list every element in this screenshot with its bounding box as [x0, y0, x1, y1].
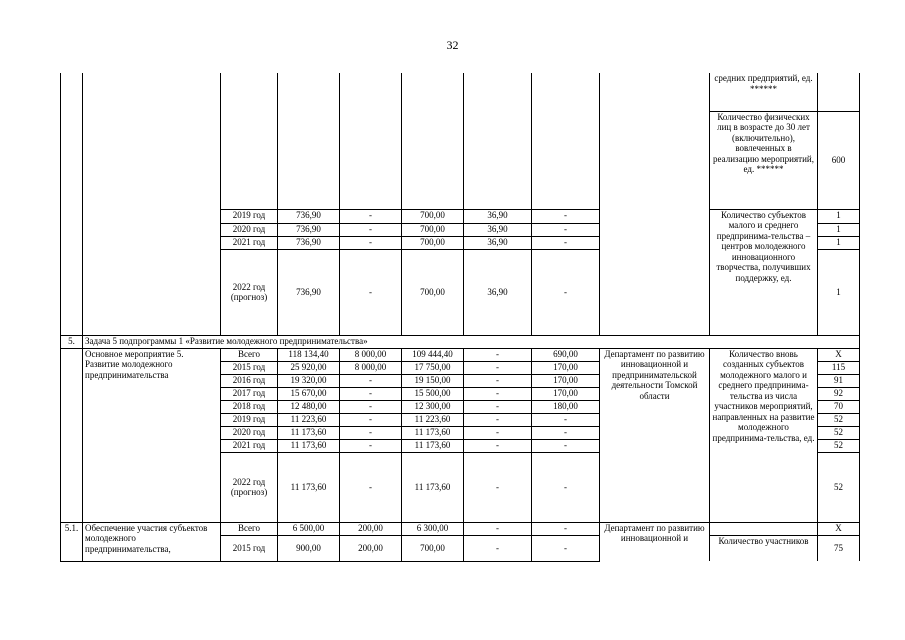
year-cell: 2016 год [221, 374, 278, 387]
indicator-value: 1 [818, 236, 860, 249]
amount-cell: - [340, 426, 402, 439]
amount-cell: 690,00 [532, 348, 600, 361]
amount-cell: 200,00 [340, 522, 402, 535]
amount-cell: 6 500,00 [278, 522, 340, 535]
indicator-value: X [818, 522, 860, 535]
amount-cell: - [340, 387, 402, 400]
amount-cell: 11 173,60 [278, 439, 340, 452]
year-cell: 2020 год [221, 426, 278, 439]
amount-cell: 700,00 [402, 209, 464, 223]
measure-name: Основное мероприятие 5. Развитие молодежного предпринимательства [83, 348, 221, 522]
measure-name: Обеспечение участия субъектов молодежного предпринимательства, [83, 522, 221, 561]
executor: Департамент по развитию инновационной и [600, 522, 710, 561]
amount-cell: 15 500,00 [402, 387, 464, 400]
amount-cell: 11 173,60 [402, 426, 464, 439]
amount-cell: - [464, 426, 532, 439]
amount-cell: 8 000,00 [340, 361, 402, 374]
indicator-value: 70 [818, 400, 860, 413]
executor: Департамент по развитию инновационной и предпринимательской деятельности Томской области [600, 348, 710, 522]
amount-cell: 15 670,00 [278, 387, 340, 400]
page-number: 32 [446, 38, 459, 52]
amount-cell: 118 134,40 [278, 348, 340, 361]
amount-cell: 12 300,00 [402, 400, 464, 413]
amount-cell: 25 920,00 [278, 361, 340, 374]
amount-cell: - [464, 374, 532, 387]
row-number: 5. [61, 335, 83, 348]
table-row [61, 348, 860, 361]
indicator-value: X [818, 348, 860, 361]
indicator-value: 52 [818, 439, 860, 452]
indicator-text: средних предприятий, ед. ****** [710, 73, 818, 111]
amount-cell: 36,90 [464, 223, 532, 236]
amount-cell: 36,90 [464, 249, 532, 335]
amount-cell: 736,90 [278, 209, 340, 223]
indicator-value: 1 [818, 209, 860, 223]
amount-cell: 8 000,00 [340, 348, 402, 361]
amount-cell: - [464, 439, 532, 452]
amount-cell: - [464, 413, 532, 426]
amount-cell: - [464, 522, 532, 535]
amount-cell: - [340, 236, 402, 249]
indicator-text: Количество вновь созданных субъектов молодежного малого и среднего предпринима-тельства из числа участников мероприятий, направленных на развитие молодежного предпринима-тельства, ед. [710, 348, 818, 522]
amount-cell: - [532, 223, 600, 236]
amount-cell: 12 480,00 [278, 400, 340, 413]
amount-cell: - [340, 374, 402, 387]
indicator-value: 92 [818, 387, 860, 400]
year-cell: 2020 год [221, 223, 278, 236]
amount-cell: - [340, 223, 402, 236]
table-row [61, 73, 860, 111]
indicator-text: Количество участников [710, 535, 818, 561]
amount-cell: - [532, 249, 600, 335]
amount-cell: - [464, 535, 532, 561]
table-row [61, 335, 860, 348]
indicator-value: 1 [818, 223, 860, 236]
amount-cell: - [532, 413, 600, 426]
amount-cell: 170,00 [532, 374, 600, 387]
amount-cell: 700,00 [402, 535, 464, 561]
amount-cell: 736,90 [278, 236, 340, 249]
task-title: Задача 5 подпрограммы 1 «Развитие молодежного предпринимательства» [83, 335, 860, 348]
indicator-value: 52 [818, 413, 860, 426]
year-cell: 2018 год [221, 400, 278, 413]
amount-cell: 17 750,00 [402, 361, 464, 374]
indicator-text: Количество субъектов малого и среднего предпринима-тельства – центров молодежного инновационного творчества, получивших поддержку, ед. [710, 209, 818, 335]
year-cell: 2015 год [221, 535, 278, 561]
amount-cell: - [532, 209, 600, 223]
indicator-value: 52 [818, 426, 860, 439]
amount-cell: 19 150,00 [402, 374, 464, 387]
amount-cell: 700,00 [402, 236, 464, 249]
amount-cell: 700,00 [402, 249, 464, 335]
indicator-text: Количество физических лиц в возрасте до 30 лет (включительно), вовлеченных в реализацию мероприятий, ед. ****** [710, 111, 818, 209]
amount-cell: 700,00 [402, 223, 464, 236]
year-cell: 2022 год (прогноз) [221, 452, 278, 522]
indicator-value: 115 [818, 361, 860, 374]
table-row [61, 522, 860, 535]
amount-cell: 6 300,00 [402, 522, 464, 535]
amount-cell: 170,00 [532, 387, 600, 400]
amount-cell: 736,90 [278, 249, 340, 335]
indicator-value: 1 [818, 249, 860, 335]
amount-cell: 36,90 [464, 236, 532, 249]
indicator-value: 91 [818, 374, 860, 387]
amount-cell: - [532, 426, 600, 439]
amount-cell: 11 173,60 [278, 452, 340, 522]
amount-cell: 11 173,60 [278, 426, 340, 439]
amount-cell: 36,90 [464, 209, 532, 223]
amount-cell: 11 223,60 [402, 413, 464, 426]
amount-cell: - [340, 439, 402, 452]
program-table [60, 73, 860, 562]
amount-cell: 11 223,60 [278, 413, 340, 426]
amount-cell: - [532, 535, 600, 561]
amount-cell: - [464, 387, 532, 400]
year-cell: Всего [221, 348, 278, 361]
amount-cell: 11 173,60 [402, 439, 464, 452]
year-cell: 2015 год [221, 361, 278, 374]
amount-cell: - [340, 209, 402, 223]
amount-cell: - [532, 522, 600, 535]
amount-cell: - [340, 413, 402, 426]
amount-cell: - [464, 400, 532, 413]
amount-cell: 19 320,00 [278, 374, 340, 387]
indicator-value: 52 [818, 452, 860, 522]
amount-cell: - [340, 400, 402, 413]
row-number: 5.1. [61, 522, 83, 561]
indicator-value: 75 [818, 535, 860, 561]
amount-cell: - [340, 249, 402, 335]
year-cell: 2019 год [221, 413, 278, 426]
year-cell: 2017 год [221, 387, 278, 400]
amount-cell: - [532, 439, 600, 452]
amount-cell: 736,90 [278, 223, 340, 236]
amount-cell: 900,00 [278, 535, 340, 561]
amount-cell: - [340, 452, 402, 522]
year-cell: 2021 год [221, 236, 278, 249]
amount-cell: 170,00 [532, 361, 600, 374]
year-cell: 2021 год [221, 439, 278, 452]
amount-cell: 200,00 [340, 535, 402, 561]
amount-cell: - [532, 236, 600, 249]
indicator-value: 600 [818, 111, 860, 209]
amount-cell: 11 173,60 [402, 452, 464, 522]
amount-cell: - [464, 361, 532, 374]
year-cell: Всего [221, 522, 278, 535]
amount-cell: 180,00 [532, 400, 600, 413]
amount-cell: 109 444,40 [402, 348, 464, 361]
year-cell: 2019 год [221, 209, 278, 223]
amount-cell: - [532, 452, 600, 522]
amount-cell: - [464, 348, 532, 361]
year-cell: 2022 год (прогноз) [221, 249, 278, 335]
amount-cell: - [464, 452, 532, 522]
